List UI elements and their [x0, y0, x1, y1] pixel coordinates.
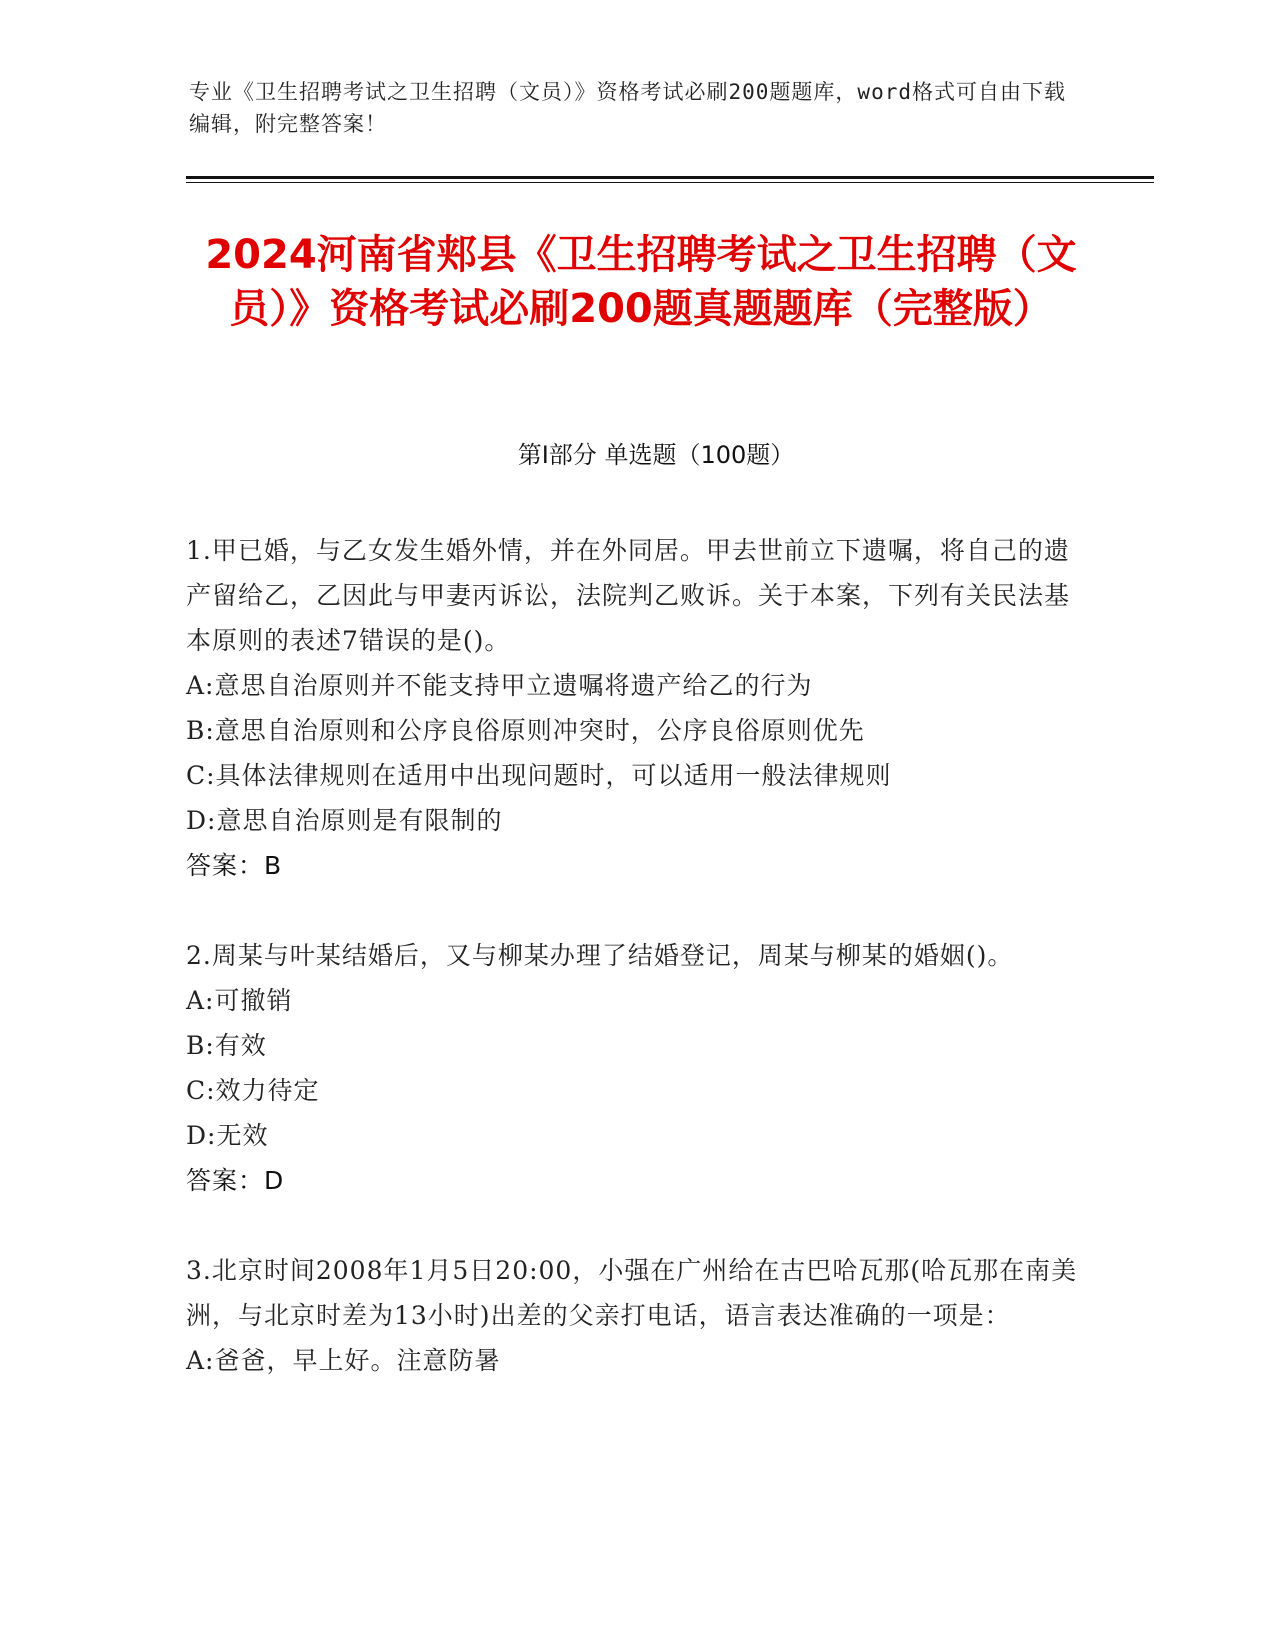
question-list [186, 528, 1086, 1428]
document-title: 2024河南省郏县《卫生招聘考试之卫生招聘（文员）》资格考试必刷200题真题题库（完整版） [205, 232, 1077, 332]
question-stem: 3.北京时间2008年1月5日20:00，小强在广州给在古巴哈瓦那(哈瓦那在南美洲，与北京时差为13小时)出差的父亲打电话，语言表达准确的一项是： [186, 1256, 1078, 1330]
option-d: D:无效 [186, 1121, 269, 1150]
option-b: B:意思自治原则和公序良俗原则冲突时，公序良俗原则优先 [186, 716, 865, 745]
option-c: C:具体法律规则在适用中出现问题时，可以适用一般法律规则 [186, 761, 892, 790]
answer-label: 答案：B [186, 851, 283, 880]
answer-label: 答案：D [186, 1166, 285, 1195]
header-divider-thin [186, 182, 1154, 183]
option-b: B:有效 [186, 1031, 267, 1060]
option-d: D:意思自治原则是有限制的 [186, 806, 503, 835]
question-stem: 1.甲已婚，与乙女发生婚外情，并在外同居。甲去世前立下遗嘱，将自己的遗产留给乙，乙因此与甲妻丙诉讼，法院判乙败诉。关于本案，下列有关民法基本原则的表述7错误的是()。 [186, 536, 1071, 655]
section-title: 第I部分 单选题（100题） [517, 441, 795, 469]
header-divider-thick [186, 176, 1154, 179]
option-a: A:爸爸，早上好。注意防暑 [186, 1346, 501, 1375]
option-c: C:效力待定 [186, 1076, 320, 1105]
question-item [186, 933, 1086, 1203]
option-a: A:可撤销 [186, 986, 293, 1015]
question-stem: 2.周某与叶某结婚后，又与柳某办理了结婚登记，周某与柳某的婚姻()。 [186, 941, 1014, 970]
question-item [186, 1248, 1086, 1383]
question-item [186, 528, 1086, 888]
option-a: A:意思自治原则并不能支持甲立遗嘱将遗产给乙的行为 [186, 671, 813, 700]
header-note: 专业《卫生招聘考试之卫生招聘（文员）》资格考试必刷200题题库，word格式可自由下载编辑，附完整答案！ [189, 80, 1066, 136]
